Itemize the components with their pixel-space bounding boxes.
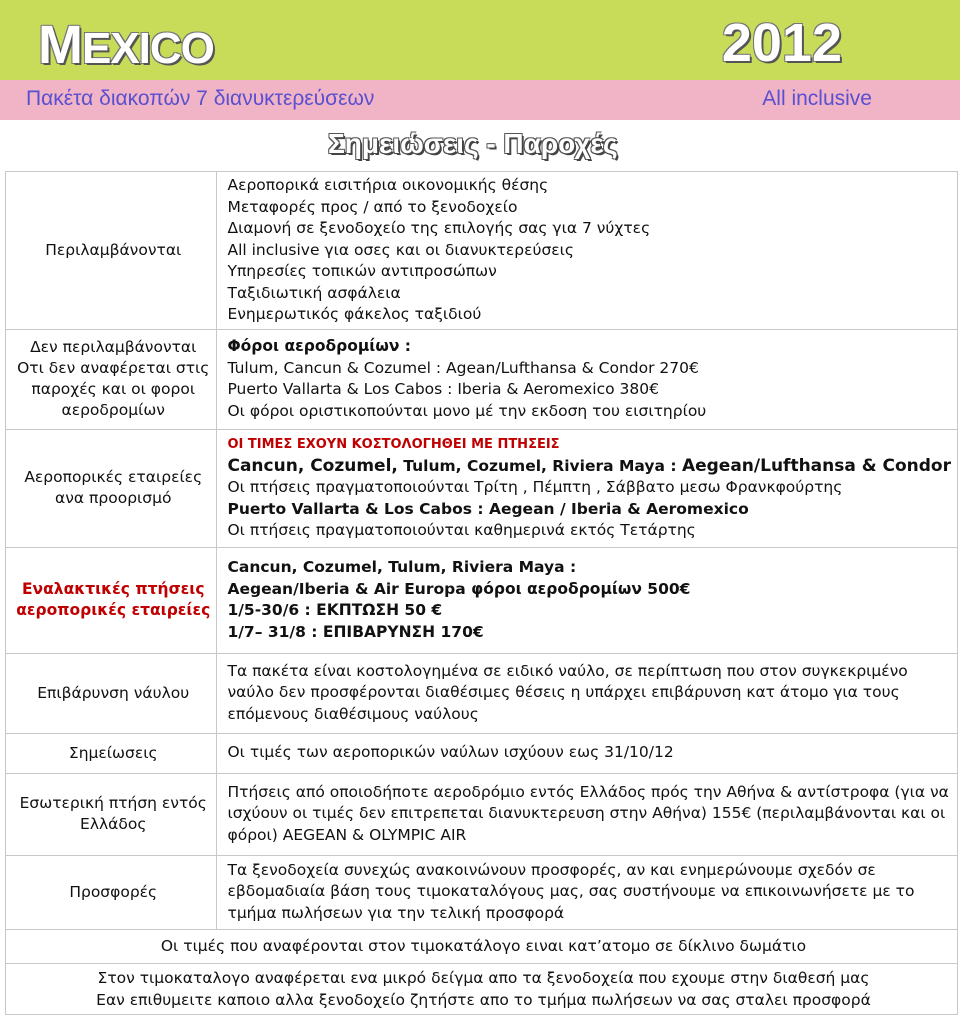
- airport-taxes-line: Puerto Vallarta & Los Cabos : Iberia & Aeromexico 380€: [227, 380, 659, 398]
- row-airlines: [6, 429, 958, 547]
- airport-taxes: [217, 329, 958, 429]
- label-not-included: [6, 329, 217, 429]
- label-alternative: Εναλακτικές πτήσεις αεροπορικές εταιρείες: [6, 547, 217, 653]
- footer-price-note: Οι τιμές που αναφέρονται στον τιμοκατάλογο ειναι κατ’ατομο σε δίκλινο δωμάτιο: [6, 929, 958, 963]
- year-title: 2012: [721, 13, 842, 73]
- included-item: Ενημερωτικός φάκελος ταξιδιού: [227, 305, 482, 323]
- label-not-included-rest: Οτι δεν αναφέρεται στις παροχές και οι φοροι αεροδρομίων: [17, 359, 210, 419]
- row-offers: [6, 855, 958, 929]
- alternative-line: 1/7– 31/8 : ΕΠΙΒΑΡΥΝΣΗ 170€: [227, 622, 484, 641]
- alternative-line: Cancun, Cozumel, Tulum, Riviera Maya :: [227, 558, 577, 576]
- row-not-included: [6, 329, 958, 429]
- included-item: Μεταφορές προς / από το ξενοδοχείο: [227, 197, 518, 216]
- domestic-text: Πτήσεις από οποιοδήποτε αεροδρόμιο εντός Ελλάδος πρός την Αθήνα & αντίστροφα (για να ισχύουν οι τιμές δεν επιτρεπεται διανυκτερευση στην Αθήνα) 155€ (περιλαμβάνονται και οι φόροι) AEGEAN & OLYMPIC AIR: [217, 773, 958, 855]
- included-item: Ταξιδιωτική ασφάλεια: [227, 283, 401, 302]
- offers-text: Τα ξενοδοχεία συνεχώς ανακοινώνουν προσφορές, αν και ενημερώνουμε σχεδόν σε εβδομαδιαία βάση τους τιμοκαταλόγους μας, σας συστήνουμε να επικοινωνήσετε με το τμήμα πωλήσεων για την τελική προσφορά: [217, 855, 958, 929]
- notes-text: Οι τιμές των αεροπορικών ναύλων ισχύουν εως 31/10/12: [217, 733, 958, 773]
- page-title: [38, 14, 214, 76]
- alternative-line: Aegean/Iberia & Air Europa φόροι αεροδρομίων 500€: [227, 579, 691, 598]
- footer-line: Εαν επιθυμειτε καποιο αλλα ξενοδοχείο ζητήστε απο το τμήμα πωλήσεων να σας σταλει προσφορά: [96, 990, 871, 1009]
- airlines-line: Puerto Vallarta & Los Cabos : Aegean / Iberia & Aeromexico: [227, 499, 749, 518]
- included-item: All inclusive για οσες και οι διανυκτερεύσεις: [227, 240, 575, 259]
- airlines-destination-line: [227, 456, 951, 478]
- footer-line: Στον τιμοκαταλογο αναφέρεται ενα μικρό δείγμα απο τα ξενοδοχεία που εχουμε στην διαθεσή μας: [97, 968, 870, 987]
- row-footer-hotels: [6, 963, 958, 1014]
- section-title: Σημειώσεις - Παροχές: [328, 128, 618, 159]
- row-domestic: [6, 773, 958, 855]
- alternative-line: 1/5-30/6 : ΕΚΠΤΩΣΗ 50 €: [227, 601, 443, 619]
- airlines-info: [217, 429, 958, 547]
- footer-hotels-note: [6, 963, 958, 1014]
- label-offers: Προσφορές: [6, 855, 217, 929]
- included-item: Υπηρεσίες τοπικών αντιπροσώπων: [227, 262, 497, 280]
- row-notes: [6, 733, 958, 773]
- title-rest: EXICO: [81, 24, 214, 73]
- airlines-dest-a: Cancun, Cozumel,: [227, 455, 398, 476]
- airlines-dest-b: Tulum, Cozumel, Riviera Maya :: [397, 456, 682, 475]
- airlines-red-heading: ΟΙ ΤΙΜΕΣ ΕΧΟΥΝ ΚΟΣΤΟΛΟΓΗΘΕΙ ΜΕ ΠΤΗΣΕΙΣ: [227, 437, 560, 453]
- label-notes: Σημείωσεις: [6, 733, 217, 773]
- included-list: [217, 172, 958, 330]
- airport-taxes-heading: Φόροι αεροδρομίων :: [227, 337, 411, 355]
- label-not-included-line1: Δεν περιλαμβάνονται: [30, 338, 197, 356]
- row-included: [6, 172, 958, 330]
- row-surcharge: [6, 653, 958, 733]
- label-domestic: Εσωτερική πτήση εντός Ελλάδος: [6, 773, 217, 855]
- title-initial: M: [38, 15, 82, 75]
- alternative-info: [217, 547, 958, 653]
- airlines-line: Οι πτήσεις πραγματοποιούνται Τρίτη , Πέμπτη , Σάββατο μεσω Φρανκφούρτης: [227, 478, 843, 497]
- airport-taxes-line: Tulum, Cancun & Cozumel : Agean/Lufthansa & Condor 270€: [227, 358, 699, 377]
- airlines-dest-c: Aegean/Lufthansa & Condor: [681, 455, 951, 476]
- airport-taxes-line: Οι φόροι οριστικοπούνται μονο μέ την εκδοση του εισιτηρίου: [227, 401, 707, 420]
- surcharge-text: Τα πακέτα είναι κοστολογημένα σε ειδικό ναύλο, σε περίπτωση που στον συγκεκριμένο ναύλο δεν προσφέρονται διαθέσιμες θέσεις η υπάρχει επιβάρυνση κατ άτομο για τους επόμενους διαθέσιμους ναύλους: [217, 653, 958, 733]
- label-airlines: Αεροπορικές εταιρείες ανα προορισμό: [6, 429, 217, 547]
- included-item: Αεροπορικά εισιτήρια οικονομικής θέσης: [227, 176, 549, 194]
- package-subtitle: Πακέτα διακοπών 7 διανυκτερεύσεων: [26, 87, 375, 110]
- label-surcharge: Επιβάρυνση νάυλου: [6, 653, 217, 733]
- board-type: All inclusive: [762, 87, 872, 110]
- included-item: Διαμονή σε ξενοδοχείο της επιλογής σας για 7 νύχτες: [227, 219, 651, 237]
- row-alternative: [6, 547, 958, 653]
- airlines-line: Οι πτήσεις πραγματοποιούνται καθημερινά εκτός Τετάρτης: [227, 521, 696, 540]
- notes-table: [5, 171, 958, 1015]
- label-included: Περιλαμβάνονται: [6, 172, 217, 330]
- row-footer-price: [6, 929, 958, 963]
